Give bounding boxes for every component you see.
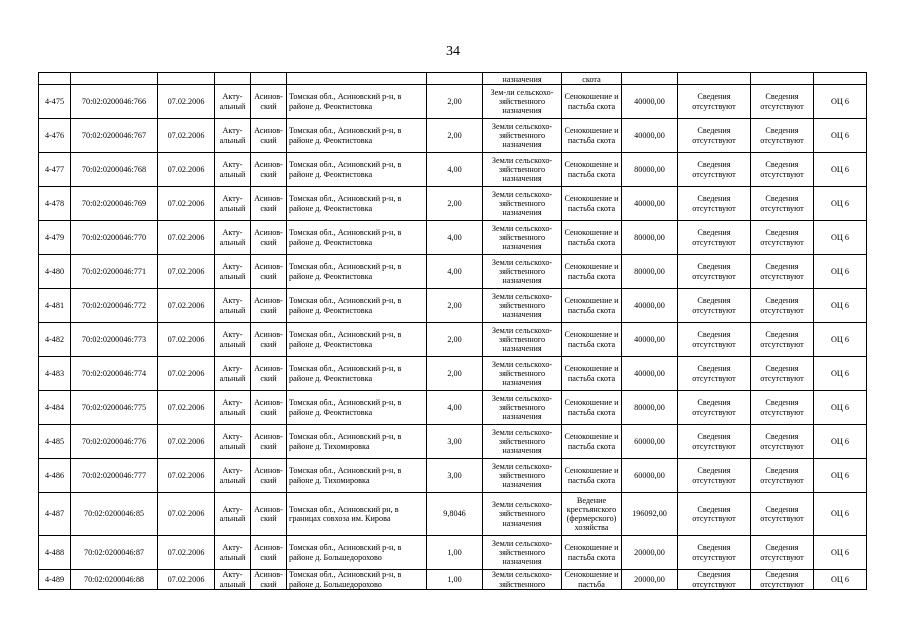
cell-registration-date: 07.02.2006 <box>158 221 215 255</box>
cell-permitted-use: Сенокошение и пастьба скота <box>562 221 622 255</box>
cell-info-2: Сведения отсутствуют <box>751 289 814 323</box>
cell-info-2: Сведения отсутствуют <box>751 425 814 459</box>
cell-area: 1,00 <box>427 570 483 590</box>
cell-address: Томская обл., Асиновский р-н, в районе д. Феоктистовка <box>287 357 427 391</box>
cell-cadastral-number: 70:02:0200046:769 <box>71 187 158 221</box>
cell-record-number: 4-476 <box>39 119 71 153</box>
cell-info-2: Сведения отсутствуют <box>751 153 814 187</box>
table-cell <box>678 73 751 85</box>
register-table <box>38 72 867 590</box>
cell-info-1: Сведения отсутствуют <box>678 255 751 289</box>
cell-district: Асинов-ский <box>251 459 287 493</box>
cell-info-2: Сведения отсутствуют <box>751 391 814 425</box>
table-row <box>39 255 867 289</box>
cell-record-number: 4-482 <box>39 323 71 357</box>
cell-cadastral-number: 70:02:0200046:85 <box>71 493 158 536</box>
cell-cadastral-value: 80000,00 <box>622 221 678 255</box>
cell-registration-date: 07.02.2006 <box>158 391 215 425</box>
cell-cadastral-number: 70:02:0200046:767 <box>71 119 158 153</box>
cell-registration-date: 07.02.2006 <box>158 493 215 536</box>
cell-area: 1,00 <box>427 536 483 570</box>
continuation-use: скота <box>562 73 622 85</box>
cell-info-1: Сведения отсутствуют <box>678 85 751 119</box>
cell-cadastral-number: 70:02:0200046:773 <box>71 323 158 357</box>
table-cell <box>158 73 215 85</box>
cell-record-number: 4-475 <box>39 85 71 119</box>
cell-registration-date: 07.02.2006 <box>158 425 215 459</box>
cell-info-1: Сведения отсутствуют <box>678 425 751 459</box>
cell-land-category: Земли сельскохо-зяйственного назначения <box>483 289 562 323</box>
cell-status: Акту-альный <box>215 221 251 255</box>
cell-land-category: Земли сельскохо-зяйственного <box>483 570 562 590</box>
cell-evaluation-code: ОЦ 6 <box>814 255 867 289</box>
cell-record-number: 4-478 <box>39 187 71 221</box>
table-row <box>39 459 867 493</box>
cell-cadastral-number: 70:02:0200046:88 <box>71 570 158 590</box>
cell-area: 4,00 <box>427 391 483 425</box>
cell-record-number: 4-484 <box>39 391 71 425</box>
cell-info-1: Сведения отсутствуют <box>678 536 751 570</box>
cell-cadastral-value: 196092,00 <box>622 493 678 536</box>
cell-address: Томская обл., Асиновский р-н, в районе д. Тихомировка <box>287 459 427 493</box>
cell-info-1: Сведения отсутствуют <box>678 570 751 590</box>
cell-status: Акту-альный <box>215 289 251 323</box>
cell-info-2: Сведения отсутствуют <box>751 221 814 255</box>
cell-land-category: Земли сельскохо-зяйственного назначения <box>483 221 562 255</box>
cell-address: Томская обл., Асиновский р-н, в районе д. Тихомировка <box>287 425 427 459</box>
cell-land-category: Земли сельскохо-зяйственного назначения <box>483 323 562 357</box>
cell-address: Томская обл., Асиновский р-н, в районе д. Большедорохово <box>287 536 427 570</box>
table-row <box>39 536 867 570</box>
cell-info-1: Сведения отсутствуют <box>678 323 751 357</box>
cell-area: 4,00 <box>427 255 483 289</box>
table-row <box>39 153 867 187</box>
cell-area: 9,8046 <box>427 493 483 536</box>
cell-address: Томская обл., Асиновский р-н, в районе д. Феоктистовка <box>287 85 427 119</box>
cell-evaluation-code: ОЦ 6 <box>814 221 867 255</box>
cell-district: Асинов-ский <box>251 153 287 187</box>
cell-cadastral-value: 40000,00 <box>622 323 678 357</box>
cell-land-category: Земли сельскохо-зяйственного назначения <box>483 153 562 187</box>
cell-land-category: Зем-ли сельскохо-зяйственного назначения <box>483 85 562 119</box>
cell-info-1: Сведения отсутствуют <box>678 493 751 536</box>
continuation-row <box>39 73 867 85</box>
cell-info-2: Сведения отсутствуют <box>751 459 814 493</box>
cell-evaluation-code: ОЦ 6 <box>814 459 867 493</box>
cell-info-2: Сведения отсутствуют <box>751 357 814 391</box>
cell-registration-date: 07.02.2006 <box>158 536 215 570</box>
cell-permitted-use: Сенокошение и пастьба скота <box>562 536 622 570</box>
cell-district: Асинов-ский <box>251 255 287 289</box>
cell-cadastral-number: 70:02:0200046:775 <box>71 391 158 425</box>
cell-district: Асинов-ский <box>251 323 287 357</box>
cell-info-1: Сведения отсутствуют <box>678 289 751 323</box>
cell-cadastral-value: 80000,00 <box>622 153 678 187</box>
cell-land-category: Земли сельскохо-зяйственного назначения <box>483 425 562 459</box>
cell-info-2: Сведения отсутствуют <box>751 536 814 570</box>
cell-cadastral-value: 80000,00 <box>622 391 678 425</box>
table-cell <box>251 73 287 85</box>
cell-district: Асинов-ский <box>251 536 287 570</box>
cell-district: Асинов-ский <box>251 391 287 425</box>
cell-cadastral-number: 70:02:0200046:768 <box>71 153 158 187</box>
cell-registration-date: 07.02.2006 <box>158 459 215 493</box>
cell-land-category: Земли сельскохо-зяйственного назначения <box>483 357 562 391</box>
cell-area: 2,00 <box>427 187 483 221</box>
cell-permitted-use: Сенокошение и пастьба скота <box>562 119 622 153</box>
cell-info-1: Сведения отсутствуют <box>678 459 751 493</box>
cell-status: Акту-альный <box>215 323 251 357</box>
cell-info-2: Сведения отсутствуют <box>751 323 814 357</box>
cell-permitted-use: Сенокошение и пастьба скота <box>562 255 622 289</box>
cell-record-number: 4-480 <box>39 255 71 289</box>
cell-address: Томская обл., Асиновский р-н, в районе д. Большедорохово <box>287 570 427 590</box>
cell-status: Акту-альный <box>215 570 251 590</box>
cell-cadastral-value: 20000,00 <box>622 570 678 590</box>
table-cell <box>814 73 867 85</box>
cell-district: Асинов-ский <box>251 357 287 391</box>
cell-permitted-use: Сенокошение и пастьба скота <box>562 187 622 221</box>
cell-info-1: Сведения отсутствуют <box>678 187 751 221</box>
cell-district: Асинов-ский <box>251 570 287 590</box>
cell-cadastral-value: 40000,00 <box>622 85 678 119</box>
cell-cadastral-number: 70:02:0200046:771 <box>71 255 158 289</box>
cell-record-number: 4-487 <box>39 493 71 536</box>
cell-area: 3,00 <box>427 425 483 459</box>
cell-evaluation-code: ОЦ 6 <box>814 323 867 357</box>
cell-status: Акту-альный <box>215 459 251 493</box>
cell-registration-date: 07.02.2006 <box>158 570 215 590</box>
cell-permitted-use: Сенокошение и пастьба скота <box>562 459 622 493</box>
table-row <box>39 493 867 536</box>
cell-cadastral-number: 70:02:0200046:774 <box>71 357 158 391</box>
cell-info-1: Сведения отсутствуют <box>678 357 751 391</box>
cell-info-2: Сведения отсутствуют <box>751 187 814 221</box>
cell-address: Томская обл., Асиновский р-н, в районе д. Феоктистовка <box>287 221 427 255</box>
cell-status: Акту-альный <box>215 357 251 391</box>
cell-registration-date: 07.02.2006 <box>158 119 215 153</box>
cell-registration-date: 07.02.2006 <box>158 323 215 357</box>
cell-record-number: 4-486 <box>39 459 71 493</box>
cell-land-category: Земли сельскохо-зяйственного назначения <box>483 255 562 289</box>
cell-district: Асинов-ский <box>251 221 287 255</box>
cell-permitted-use: Сенокошение и пастьба скота <box>562 85 622 119</box>
cell-cadastral-value: 20000,00 <box>622 536 678 570</box>
cell-status: Акту-альный <box>215 493 251 536</box>
cell-status: Акту-альный <box>215 391 251 425</box>
cell-info-2: Сведения отсутствуют <box>751 119 814 153</box>
cell-info-1: Сведения отсутствуют <box>678 119 751 153</box>
cell-info-1: Сведения отсутствуют <box>678 221 751 255</box>
cell-status: Акту-альный <box>215 153 251 187</box>
table-cell <box>427 73 483 85</box>
cell-area: 3,00 <box>427 459 483 493</box>
cell-info-2: Сведения отсутствуют <box>751 85 814 119</box>
cell-land-category: Земли сельскохо-зяйственного назначения <box>483 493 562 536</box>
cell-evaluation-code: ОЦ 6 <box>814 570 867 590</box>
cell-cadastral-value: 40000,00 <box>622 289 678 323</box>
cell-evaluation-code: ОЦ 6 <box>814 536 867 570</box>
cell-address: Томская обл., Асиновский р-н, в районе д. Феоктистовка <box>287 153 427 187</box>
cell-status: Акту-альный <box>215 536 251 570</box>
table-cell <box>622 73 678 85</box>
table-row <box>39 357 867 391</box>
cell-evaluation-code: ОЦ 6 <box>814 153 867 187</box>
cell-address: Томская обл., Асиновский рн, в границах совхоза им. Кирова <box>287 493 427 536</box>
cell-permitted-use: Сенокошение и пастьба скота <box>562 425 622 459</box>
cell-permitted-use: Сенокошение и пастьба скота <box>562 357 622 391</box>
cell-district: Асинов-ский <box>251 425 287 459</box>
cell-evaluation-code: ОЦ 6 <box>814 391 867 425</box>
cell-status: Акту-альный <box>215 85 251 119</box>
cell-cadastral-number: 70:02:0200046:87 <box>71 536 158 570</box>
cell-info-2: Сведения отсутствуют <box>751 570 814 590</box>
table-row <box>39 85 867 119</box>
cell-land-category: Земли сельскохо-зяйственного назначения <box>483 187 562 221</box>
cell-address: Томская обл., Асиновский р-н, в районе д. Феоктистовка <box>287 323 427 357</box>
cell-evaluation-code: ОЦ 6 <box>814 425 867 459</box>
cell-district: Асинов-ский <box>251 85 287 119</box>
cell-registration-date: 07.02.2006 <box>158 85 215 119</box>
cell-cadastral-value: 60000,00 <box>622 425 678 459</box>
cell-address: Томская обл., Асиновский р-н, в районе д. Феоктистовка <box>287 289 427 323</box>
cell-info-1: Сведения отсутствуют <box>678 153 751 187</box>
cell-district: Асинов-ский <box>251 187 287 221</box>
cell-district: Асинов-ский <box>251 119 287 153</box>
cell-area: 2,00 <box>427 357 483 391</box>
cell-evaluation-code: ОЦ 6 <box>814 187 867 221</box>
cell-land-category: Земли сельскохо-зяйственного назначения <box>483 119 562 153</box>
cell-record-number: 4-488 <box>39 536 71 570</box>
cell-evaluation-code: ОЦ 6 <box>814 493 867 536</box>
cell-cadastral-value: 40000,00 <box>622 357 678 391</box>
table-row <box>39 187 867 221</box>
cell-cadastral-value: 40000,00 <box>622 119 678 153</box>
table-row <box>39 425 867 459</box>
table-row <box>39 289 867 323</box>
cell-district: Асинов-ский <box>251 493 287 536</box>
cell-address: Томская обл., Асиновский р-н, в районе д. Феоктистовка <box>287 187 427 221</box>
cell-cadastral-number: 70:02:0200046:777 <box>71 459 158 493</box>
cell-area: 2,00 <box>427 119 483 153</box>
cell-district: Асинов-ский <box>251 289 287 323</box>
cell-registration-date: 07.02.2006 <box>158 357 215 391</box>
cell-address: Томская обл., Асиновский р-н, в районе д. Феоктистовка <box>287 391 427 425</box>
cell-area: 2,00 <box>427 323 483 357</box>
cell-registration-date: 07.02.2006 <box>158 289 215 323</box>
cell-info-1: Сведения отсутствуют <box>678 391 751 425</box>
page-number: 34 <box>446 44 460 59</box>
cell-info-2: Сведения отсутствуют <box>751 493 814 536</box>
table-cell <box>287 73 427 85</box>
cell-address: Томская обл., Асиновский р-н, в районе д. Феоктистовка <box>287 255 427 289</box>
cell-record-number: 4-481 <box>39 289 71 323</box>
cell-record-number: 4-477 <box>39 153 71 187</box>
cell-record-number: 4-483 <box>39 357 71 391</box>
cell-area: 2,00 <box>427 85 483 119</box>
cell-evaluation-code: ОЦ 6 <box>814 119 867 153</box>
cell-permitted-use: Сенокошение и пастьба <box>562 570 622 590</box>
table-row <box>39 221 867 255</box>
cell-cadastral-number: 70:02:0200046:770 <box>71 221 158 255</box>
table-row <box>39 323 867 357</box>
cell-status: Акту-альный <box>215 187 251 221</box>
table-cell <box>215 73 251 85</box>
cell-area: 2,00 <box>427 289 483 323</box>
cell-registration-date: 07.02.2006 <box>158 153 215 187</box>
cell-land-category: Земли сельскохо-зяйственного назначения <box>483 459 562 493</box>
cell-cadastral-value: 60000,00 <box>622 459 678 493</box>
table-row <box>39 119 867 153</box>
cell-evaluation-code: ОЦ 6 <box>814 357 867 391</box>
table-cell <box>751 73 814 85</box>
cell-cadastral-value: 40000,00 <box>622 187 678 221</box>
cell-permitted-use: Сенокошение и пастьба скота <box>562 323 622 357</box>
cell-land-category: Земли сельскохо-зяйственного назначения <box>483 536 562 570</box>
table-row <box>39 570 867 590</box>
cell-status: Акту-альный <box>215 119 251 153</box>
cell-cadastral-number: 70:02:0200046:776 <box>71 425 158 459</box>
cell-cadastral-number: 70:02:0200046:766 <box>71 85 158 119</box>
cell-address: Томская обл., Асиновский р-н, в районе д. Феоктистовка <box>287 119 427 153</box>
cell-status: Акту-альный <box>215 255 251 289</box>
cell-area: 4,00 <box>427 221 483 255</box>
cell-record-number: 4-485 <box>39 425 71 459</box>
cell-info-2: Сведения отсутствуют <box>751 255 814 289</box>
cell-evaluation-code: ОЦ 6 <box>814 289 867 323</box>
cell-registration-date: 07.02.2006 <box>158 187 215 221</box>
cell-evaluation-code: ОЦ 6 <box>814 85 867 119</box>
cell-permitted-use: Ведение крестьянского (фермерского) хозяйства <box>562 493 622 536</box>
cell-status: Акту-альный <box>215 425 251 459</box>
cell-record-number: 4-479 <box>39 221 71 255</box>
cell-permitted-use: Сенокошение и пастьба скота <box>562 289 622 323</box>
table-cell <box>71 73 158 85</box>
cell-permitted-use: Сенокошение и пастьба скота <box>562 391 622 425</box>
cell-cadastral-number: 70:02:0200046:772 <box>71 289 158 323</box>
continuation-category: назначения <box>483 73 562 85</box>
cell-registration-date: 07.02.2006 <box>158 255 215 289</box>
table-row <box>39 391 867 425</box>
cell-cadastral-value: 80000,00 <box>622 255 678 289</box>
table-cell <box>39 73 71 85</box>
cell-permitted-use: Сенокошение и пастьба скота <box>562 153 622 187</box>
cell-record-number: 4-489 <box>39 570 71 590</box>
cell-land-category: Земли сельскохо-зяйственного назначения <box>483 391 562 425</box>
cell-area: 4,00 <box>427 153 483 187</box>
